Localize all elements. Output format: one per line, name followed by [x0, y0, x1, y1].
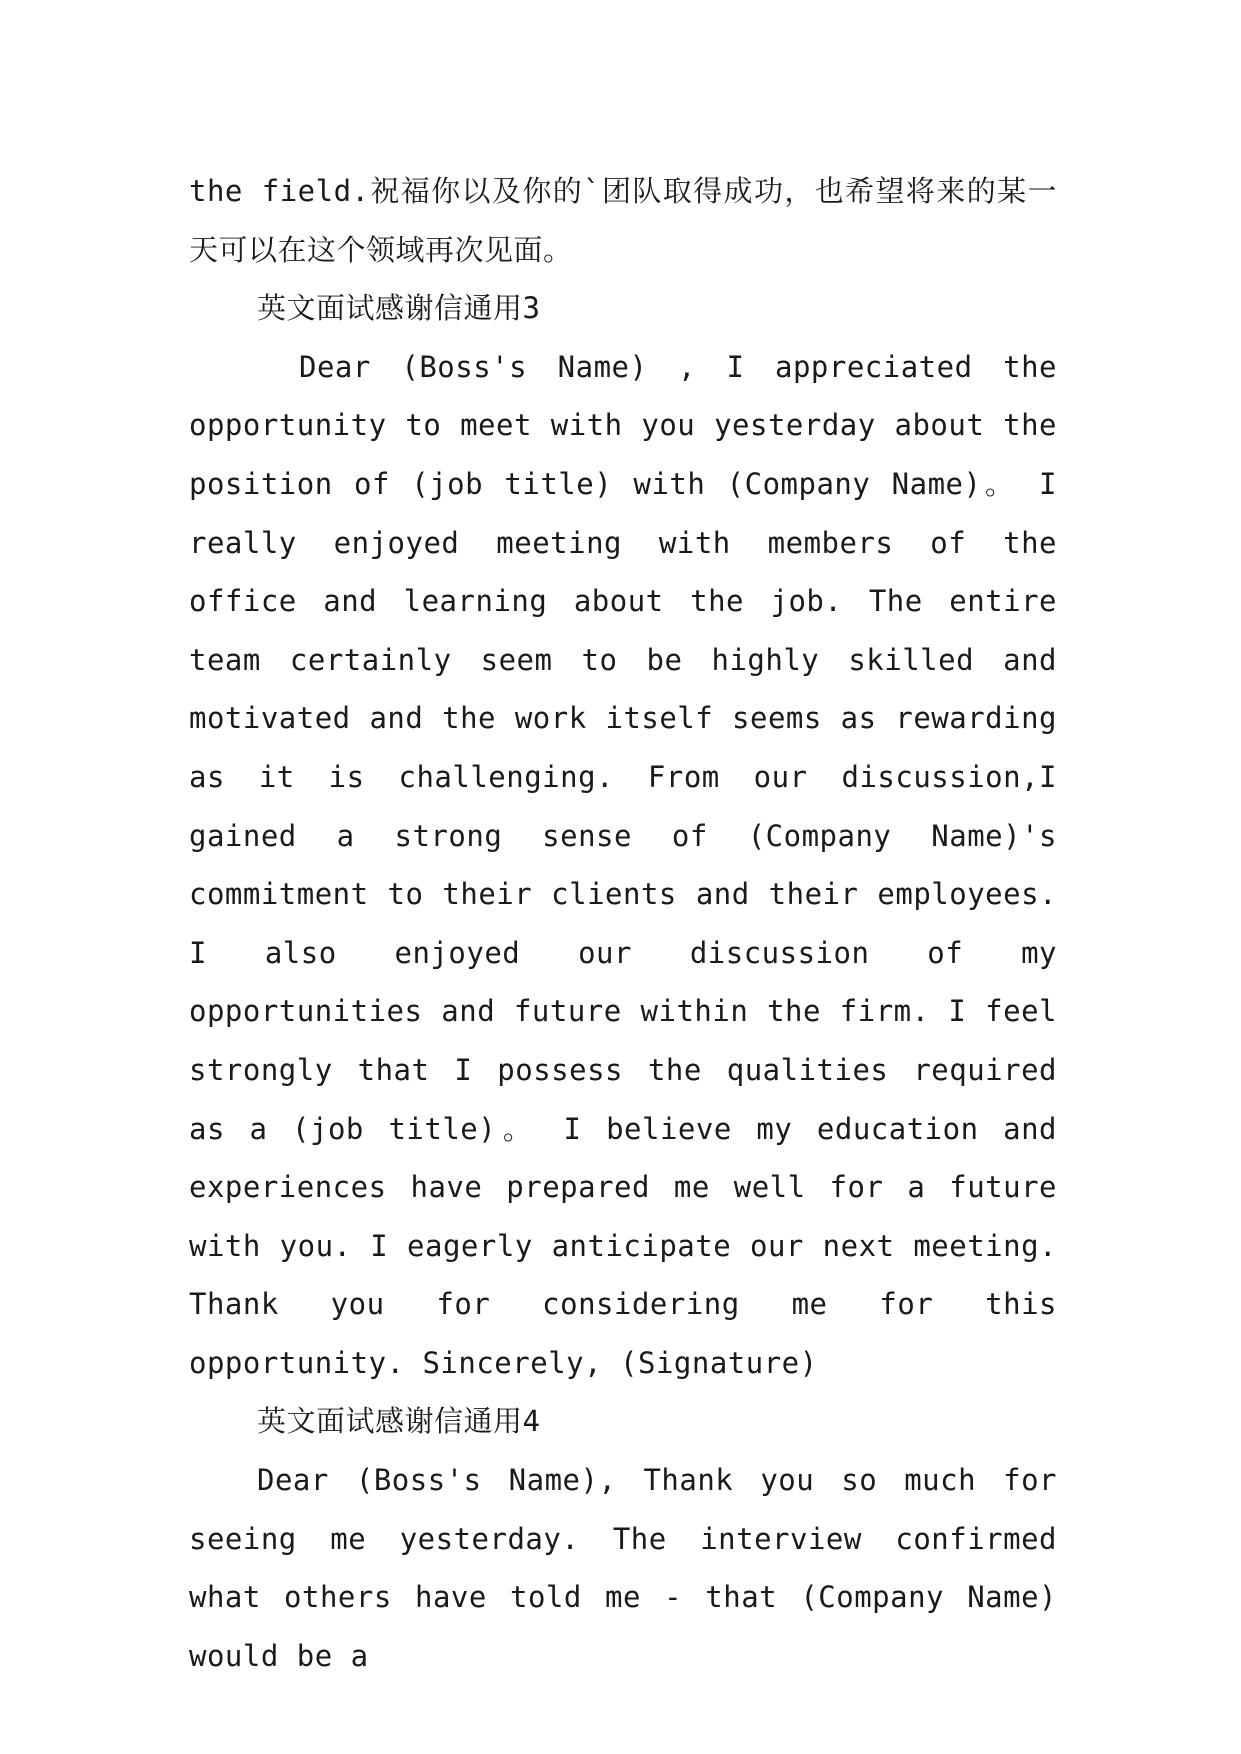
paragraph-letter-4: Dear (Boss's Name), Thank you so much for seeing me yesterday. The interview confirmed what others have told me - that (Company Name) would be a — [189, 1463, 1057, 1673]
section-heading-3: 英文面试感谢信通用3 — [257, 291, 541, 326]
section-heading-4: 英文面试感谢信通用4 — [257, 1404, 541, 1439]
paragraph-continuation: the field.祝福你以及你的`团队取得成功，也希望将来的某一天可以在这个领域再次见面。 — [189, 174, 1057, 267]
paragraph-letter-3: Dear (Boss's Name) , I appreciated the opportunity to meet with you yesterday about the position of (job title) with (Company Name)。 I really enjoyed meeting with members of the office and learning about the job. The entire team certainly seem to be highly skilled and motivated and the work itself seems as rewarding as it is challenging. From our discussion,I gained a strong sense of (Company Name)'s commitment to their clients and their employees. I also enjoyed our discussion of my opportunities and future within the firm. I feel strongly that I possess the qualities required as a (job title)。 I believe my education and experiences have prepared me well for a future with you. I eagerly anticipate our next meeting. Thank you for considering me for this opportunity. Sincerely, (Signature) — [189, 349, 1057, 1380]
document-body — [189, 162, 1057, 1685]
